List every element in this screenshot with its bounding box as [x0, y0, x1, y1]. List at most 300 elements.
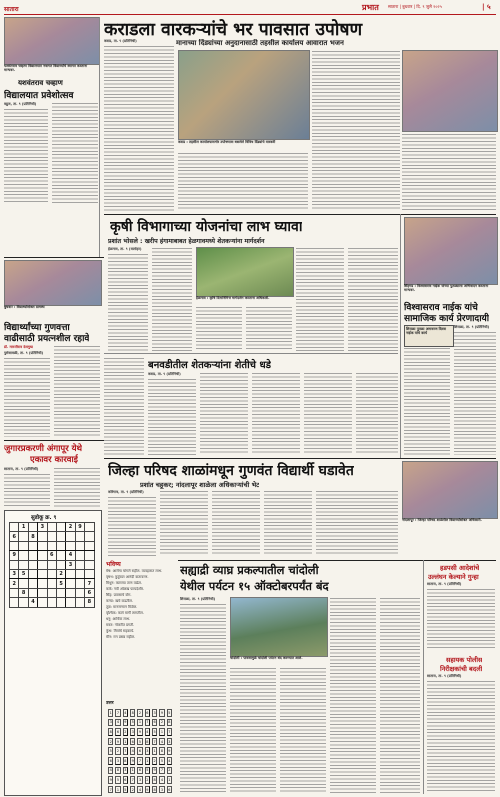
sudoku-cell	[75, 532, 84, 541]
jugar-body	[54, 467, 100, 507]
answer-cell: 9	[116, 739, 120, 744]
sudoku-cell	[38, 569, 47, 578]
horoscope-item: सिंह: प्रवासाचे योग.	[106, 592, 132, 597]
sudoku-cell	[28, 579, 37, 588]
horoscope-item: कन्या: खर्च वाढतील.	[106, 598, 134, 603]
naik-headline: सामाजिक कार्य प्रेरणादायी	[404, 314, 490, 324]
answer-cell: 8	[146, 739, 149, 744]
sahyadri-caption: चांदोली : पावसामुळे चांदोली पर्यटन बंद करण्यात आले.	[230, 656, 303, 660]
sudoku-title: सुडोकू क्र. ९	[31, 515, 57, 521]
column-divider	[99, 17, 100, 257]
sudoku-cell	[28, 560, 37, 569]
section-rule	[104, 353, 398, 354]
sudoku-cell	[66, 598, 75, 607]
zp-body	[264, 490, 312, 556]
page-number: | ५	[482, 3, 491, 11]
answer-cell: 6	[124, 777, 127, 782]
answer-cell: 3	[138, 777, 142, 782]
photo-caption: यशवंतराव चव्हाण विद्यालयात नवागत विद्यार्थ्यांचे स्वागत करताना मान्यवर.	[4, 64, 88, 73]
sudoku-cell	[28, 551, 37, 560]
answer-row	[108, 767, 172, 775]
answer-cell: 4	[160, 739, 164, 744]
horoscope-title: भविष्य	[106, 561, 121, 568]
column-divider	[423, 560, 424, 794]
horoscope-item: मकर: नोकरीत प्रगती.	[106, 622, 135, 627]
sudoku-cell: 3	[10, 569, 19, 578]
answer-cell: 3	[124, 768, 127, 773]
sudoku-cell	[28, 541, 37, 550]
krushi-body	[246, 306, 292, 351]
answer-cell: 7	[146, 720, 149, 725]
answer-cell: 8	[109, 729, 112, 734]
answer-cell: 6	[168, 787, 171, 792]
lead-subheadline: मानाच्या दिंड्यांच्या अनुदानासाठी तहसील कार्यालय आवारात भजन	[176, 39, 344, 47]
sudoku-cell	[56, 541, 65, 550]
horoscope-item: धनु: आर्थिक लाभ.	[106, 616, 131, 621]
horoscope-item: तूळ: मानसन्मान मिळेल.	[106, 604, 138, 609]
sahyadri-body	[230, 667, 276, 793]
sudoku-cell	[38, 560, 47, 569]
column-divider	[4, 257, 104, 258]
sahyadri-photo	[230, 597, 328, 657]
sahyadri-headline: सह्याद्री व्याघ्र प्रकल्पातील चांदोली	[180, 563, 319, 577]
right-story-body	[427, 588, 495, 650]
answer-cell: 3	[109, 720, 112, 725]
sudoku-cell	[47, 588, 56, 597]
sudoku-cell	[56, 560, 65, 569]
sudoku-cell	[38, 551, 47, 560]
sudoku-cell: 8	[28, 532, 37, 541]
horoscope-item: मीन: मन प्रसन्न राहील.	[106, 634, 136, 639]
jugar-headline: जुगारप्रकरणी अंगापूर येथे	[4, 444, 83, 454]
naik-photo	[404, 217, 498, 285]
sudoku-cell	[19, 579, 28, 588]
horoscope-item: वृश्चिक: कामे मार्गी लागतील.	[106, 610, 144, 615]
right-story-headline: सहायक पोलीस	[446, 656, 483, 664]
answer-cell: 6	[146, 710, 149, 715]
sudoku-cell	[85, 569, 94, 578]
answer-cell: 2	[124, 729, 127, 734]
sudoku-cell: 2	[66, 523, 75, 532]
sudoku-cell	[47, 569, 56, 578]
answer-cell: 1	[116, 787, 120, 792]
sudoku-cell	[85, 551, 94, 560]
lead-caption: कराड : तहसील कार्यालयासमोर उपोषणास बसलेले विविध दिंड्यांचे वारकरी	[178, 140, 276, 144]
sudoku-cell	[85, 560, 94, 569]
shetkari-body	[148, 378, 196, 455]
section-rule	[4, 440, 104, 441]
sahyadri-body	[180, 603, 226, 793]
krushi-body	[152, 247, 192, 351]
sahyadri-body	[330, 597, 376, 793]
sudoku-cell: 9	[75, 523, 84, 532]
sudoku-cell	[28, 588, 37, 597]
answer-cell: 9	[124, 720, 127, 725]
sudoku-cell: 3	[66, 560, 75, 569]
krushi-body	[348, 247, 398, 351]
sudoku-cell	[66, 579, 75, 588]
answer-cell: 7	[168, 729, 171, 734]
zp-body	[212, 490, 260, 556]
answer-cell: 1	[109, 710, 112, 715]
sudoku-row	[10, 588, 95, 597]
answer-row	[108, 757, 172, 765]
right-story-headline: हडपसी आदेशांचे	[440, 564, 480, 572]
answer-cell: 9	[138, 729, 142, 734]
sudoku-cell	[75, 551, 84, 560]
sudoku-cell	[47, 541, 56, 550]
sudoku-cell: 6	[47, 551, 56, 560]
sudoku-cell	[47, 532, 56, 541]
sudoku-cell	[19, 598, 28, 607]
sudoku-cell	[38, 541, 47, 550]
krushi-subheadline: प्रशांत भोसले : खरीप हंगामाबाबत हेळगावमध्ये शेतकऱ्यांना मार्गदर्शन	[108, 238, 265, 245]
sudoku-cell	[75, 560, 84, 569]
answer-cell: 5	[131, 720, 134, 725]
answer-row	[108, 728, 172, 736]
answer-cell: 5	[124, 787, 127, 792]
krushi-body	[296, 247, 344, 351]
answer-cell: 1	[138, 720, 142, 725]
zp-body	[160, 490, 208, 556]
lead-photo-protest	[178, 50, 310, 140]
vidyarthi-dateline: पुसेसावळी, ता. ९ (प्रतिनिधी)	[4, 351, 44, 355]
answer-box	[104, 700, 174, 794]
sudoku-cell	[56, 598, 65, 607]
answer-cell: 8	[153, 777, 156, 782]
sudoku-cell	[47, 598, 56, 607]
zp-subheadline: प्रशांत चहूकर; नांदलापूर शाळेला अधिकाऱ्यांची भेट	[140, 481, 260, 489]
answer-cell: 7	[160, 768, 164, 773]
answer-cell: 5	[146, 768, 149, 773]
sudoku-cell	[56, 588, 65, 597]
answer-cell: 1	[168, 777, 171, 782]
sudoku-cell	[75, 579, 84, 588]
answer-cell: 6	[109, 758, 112, 763]
sudoku-cell	[56, 532, 65, 541]
krushi-headline: कृषी विभागाच्या योजनांचा लाभ घ्यावा	[110, 219, 303, 235]
sahyadri-body	[280, 667, 326, 793]
section-rule	[178, 560, 496, 561]
answer-cell: 4	[131, 749, 134, 754]
sudoku-cell: 8	[85, 598, 94, 607]
answer-cell: 5	[138, 739, 142, 744]
answer-cell: 8	[124, 758, 127, 763]
lead-body	[104, 45, 174, 213]
lead-body	[178, 152, 308, 210]
vidyarthi-body	[4, 357, 50, 437]
sudoku-cell	[56, 523, 65, 532]
answer-cell: 2	[146, 777, 149, 782]
answer-title: उत्तर	[106, 701, 114, 706]
krushi-photo	[196, 247, 294, 297]
sudoku-cell	[75, 569, 84, 578]
answer-cell: 1	[153, 749, 156, 754]
answer-cell: 9	[109, 777, 112, 782]
answer-cell: 7	[138, 758, 142, 763]
answer-cell: 2	[109, 739, 112, 744]
section-rule	[104, 214, 496, 215]
sudoku-cell	[75, 541, 84, 550]
answer-cell: 3	[131, 729, 134, 734]
answer-cell: 7	[131, 777, 134, 782]
horoscope-item: मेष: आरोग्य चांगले राहील. व्यवहारात लाभ.	[106, 569, 163, 573]
sahyadri-body	[380, 597, 420, 793]
naik-caption: सिंहगड : विश्वासराव नाईक यांच्या पुतळ्याला अभिवादन करताना मान्यवर.	[404, 284, 489, 293]
sudoku-cell	[38, 532, 47, 541]
sudoku-row	[10, 541, 95, 550]
sudoku-row	[10, 598, 95, 607]
sudoku-cell	[19, 532, 28, 541]
vidyarthi-photo	[4, 260, 102, 306]
zp-headline: जिल्हा परिषद शाळांमधून गुणवंत विद्यार्थी घडावेत	[108, 463, 354, 479]
answer-row	[108, 709, 172, 717]
sudoku-cell	[85, 532, 94, 541]
sudoku-cell	[47, 579, 56, 588]
zp-body	[316, 490, 398, 556]
sudoku-cell	[66, 588, 75, 597]
section-name: सातारा	[4, 6, 19, 13]
answer-cell: 3	[116, 758, 120, 763]
sudoku-cell	[10, 598, 19, 607]
sudoku-cell	[75, 588, 84, 597]
answer-cell: 6	[131, 739, 134, 744]
zp-photo	[402, 461, 498, 519]
sudoku-cell	[10, 588, 19, 597]
answer-cell: 1	[146, 758, 149, 763]
sudoku-cell: 9	[10, 551, 19, 560]
answer-cell: 5	[109, 749, 112, 754]
section-rule	[104, 458, 496, 459]
right-story-dateline: सातारा, ता. ९ (प्रतिनिधी)	[427, 582, 462, 586]
answer-cell: 8	[153, 787, 156, 792]
sudoku-cell: 7	[85, 579, 94, 588]
sudoku-row	[10, 579, 95, 588]
story-headline-name: यशवंतराव चव्हाण	[18, 79, 63, 87]
answer-cell: 5	[153, 729, 156, 734]
sudoku-cell: 5	[19, 569, 28, 578]
story-headline: विद्यालयात प्रवेशोत्सव	[4, 91, 74, 101]
brand-logo: प्रभात	[362, 2, 379, 12]
sudoku-cell: 8	[19, 588, 28, 597]
vidyarthi-headline: वाढीसाठी प्रयत्नशील रहावे	[4, 334, 90, 344]
answer-cell: 2	[160, 720, 164, 725]
answer-cell: 1	[131, 768, 134, 773]
shetkari-body	[304, 372, 352, 455]
sudoku-row	[10, 560, 95, 569]
right-story-body	[427, 680, 495, 793]
sudoku-row	[10, 523, 95, 532]
answer-cell: 4	[168, 758, 171, 763]
answer-cell: 2	[153, 758, 156, 763]
horoscope-item: मिथुन: कामाचा ताण वाढेल.	[106, 580, 143, 585]
answer-cell: 5	[160, 758, 164, 763]
vidyarthi-body	[54, 345, 100, 437]
photo-school-welcome	[4, 17, 100, 65]
sudoku-cell	[28, 569, 37, 578]
answer-row	[108, 747, 172, 755]
sudoku-row	[10, 532, 95, 541]
shetkari-body	[200, 372, 248, 455]
horoscope-item: कुंभ: मित्रांचे सहकार्य.	[106, 628, 135, 633]
answer-cell: 6	[153, 720, 156, 725]
answer-grid	[106, 707, 174, 795]
answer-cell: 9	[168, 749, 171, 754]
sudoku-cell	[10, 541, 19, 550]
zp-caption: नांदलापूर : जिल्हा परिषद शाळेतील विद्यार्थ्यांसोबत अधिकारी.	[402, 518, 482, 522]
answer-cell: 4	[116, 720, 120, 725]
sudoku-cell	[38, 588, 47, 597]
answer-cell: 9	[146, 787, 149, 792]
sudoku-grid	[9, 522, 95, 608]
sudoku-cell	[10, 523, 19, 532]
side-story-body	[104, 357, 144, 455]
sudoku-cell: 5	[56, 579, 65, 588]
right-story-headline: निरीक्षकांची बदली	[440, 665, 483, 673]
lead-dateline: कराड, ता. ९ (प्रतिनिधी)	[104, 39, 137, 43]
sudoku-cell	[75, 598, 84, 607]
answer-row	[108, 738, 172, 746]
answer-cell: 4	[124, 710, 127, 715]
jugar-body	[4, 473, 50, 507]
naik-highlight-box: शिराळा पुतळा अनावरण दिवस नाईक यांचे कार्य	[404, 325, 454, 347]
krushi-body	[108, 253, 148, 351]
naik-dateline: शिराळा, ता. ९ (प्रतिनिधी)	[454, 325, 490, 329]
story-body	[4, 108, 48, 204]
answer-cell: 1	[160, 729, 164, 734]
answer-row	[108, 719, 172, 727]
jugar-dateline: सातारा, ता. ९ (प्रतिनिधी)	[4, 467, 39, 471]
sudoku-cell	[28, 523, 37, 532]
right-story-headline: उल्लंघन केल्याने गुन्हा	[428, 573, 479, 581]
sudoku-cell	[66, 541, 75, 550]
answer-cell: 6	[116, 729, 120, 734]
answer-cell: 2	[116, 749, 120, 754]
sudoku-cell	[85, 541, 94, 550]
sudoku-cell	[19, 560, 28, 569]
masthead	[4, 2, 496, 14]
answer-cell: 3	[168, 739, 171, 744]
sudoku-cell	[85, 523, 94, 532]
sudoku-cell	[19, 541, 28, 550]
shetkari-body	[252, 372, 300, 455]
zp-body	[108, 496, 156, 556]
answer-cell: 4	[160, 777, 164, 782]
sudoku-cell	[47, 523, 56, 532]
vidyarthi-caption: बुधवार : विद्यार्थ्यांसोबत ग्रामस्थ	[4, 305, 45, 309]
sudoku-cell: 4	[28, 598, 37, 607]
zp-dateline: कोरेगाव, ता. ९ (प्रतिनिधी)	[108, 490, 144, 494]
answer-cell: 3	[146, 749, 149, 754]
dateline: सातारा | बुधवार | दि. ९ जुलै २०२५	[388, 4, 442, 9]
sudoku-cell	[66, 569, 75, 578]
sudoku-cell	[56, 551, 65, 560]
answer-cell: 7	[124, 749, 127, 754]
answer-cell: 4	[138, 787, 142, 792]
sudoku-cell: 6	[85, 588, 94, 597]
sudoku-cell	[66, 532, 75, 541]
sudoku-row	[10, 569, 95, 578]
answer-cell: 8	[160, 749, 164, 754]
answer-row	[108, 776, 172, 784]
horoscope-item: कर्क: नवी ओळख फायदेशीर.	[106, 586, 145, 591]
answer-cell: 3	[160, 787, 164, 792]
naik-headline: विश्वासराव नाईक यांचे	[404, 303, 478, 313]
answer-cell: 9	[131, 758, 134, 763]
answer-cell: 8	[168, 720, 171, 725]
lead-photo-bhajan	[402, 50, 498, 132]
answer-cell: 1	[124, 739, 127, 744]
sudoku-cell	[10, 560, 19, 569]
lead-headline: कराडला वारकऱ्यांचे भर पावसात उपोषण	[104, 20, 363, 40]
answer-cell: 7	[109, 787, 112, 792]
story-body	[52, 102, 98, 204]
vidyarthi-byline: डॉ. मारुतीराव देशमुख	[4, 345, 33, 349]
answer-cell: 6	[138, 768, 142, 773]
answer-cell: 8	[116, 768, 120, 773]
krushi-dateline: हेळगाव, ता. ९ (वार्ताहर)	[108, 247, 142, 251]
sahyadri-headline: येथील पर्यटन १५ ऑक्टोबरपर्यंत बंद	[180, 579, 329, 593]
masthead-rule	[4, 14, 496, 15]
answer-cell: 7	[116, 710, 120, 715]
krushi-caption: हेळगाव : कृषि दिनानिमित्त मार्गदर्शन करताना अधिकारी.	[196, 296, 270, 300]
answer-cell: 2	[138, 710, 142, 715]
lead-body	[312, 50, 400, 210]
shetkari-dateline: कराड, ता. ९ (प्रतिनिधी)	[148, 372, 181, 376]
answer-cell: 9	[160, 710, 164, 715]
sahyadri-dateline: शिराळा, ता. ९ (प्रतिनिधी)	[180, 597, 216, 601]
sudoku-cell: 2	[56, 569, 65, 578]
krushi-body	[196, 306, 242, 351]
sudoku-row	[10, 551, 95, 560]
answer-cell: 2	[168, 768, 171, 773]
answer-row	[108, 786, 172, 794]
sudoku-cell	[47, 560, 56, 569]
answer-cell: 6	[138, 749, 142, 754]
sudoku-cell: 4	[66, 551, 75, 560]
sudoku-cell	[38, 598, 47, 607]
story-dateline: वडूज, ता. ९ (प्रतिनिधी)	[4, 102, 37, 106]
answer-cell: 4	[146, 729, 149, 734]
lead-body	[402, 133, 496, 210]
answer-cell: 2	[131, 787, 134, 792]
sudoku-cell	[19, 551, 28, 560]
answer-cell: 5	[116, 777, 120, 782]
sudoku-cell: 1	[19, 523, 28, 532]
shetkari-body	[356, 372, 398, 455]
jugar-headline: एकावर कारवाई	[30, 455, 78, 465]
horoscope-list	[106, 569, 174, 641]
sudoku-cell	[38, 579, 47, 588]
answer-cell: 7	[153, 739, 156, 744]
sudoku-box	[4, 510, 102, 796]
sudoku-cell: 3	[38, 523, 47, 532]
answer-cell: 4	[109, 768, 112, 773]
vidyarthi-headline: विद्यार्थ्यांच्या गुणवत्ता	[4, 323, 70, 333]
answer-cell: 8	[131, 710, 134, 715]
answer-cell: 3	[153, 710, 156, 715]
right-story-dateline: सातारा, ता. ९ (प्रतिनिधी)	[427, 674, 462, 678]
shetkari-headline: बनवडीतील शेतकऱ्यांना शेतीचे धडे	[148, 360, 272, 371]
sudoku-cell: 2	[10, 579, 19, 588]
column-divider	[400, 214, 401, 459]
answer-cell: 5	[168, 710, 171, 715]
naik-body	[404, 347, 450, 455]
sudoku-cell: 6	[10, 532, 19, 541]
naik-body	[454, 331, 496, 455]
answer-cell: 9	[153, 768, 156, 773]
horoscope-item: वृषभ: कुटुंबात आनंदी वातावरण.	[106, 574, 149, 579]
